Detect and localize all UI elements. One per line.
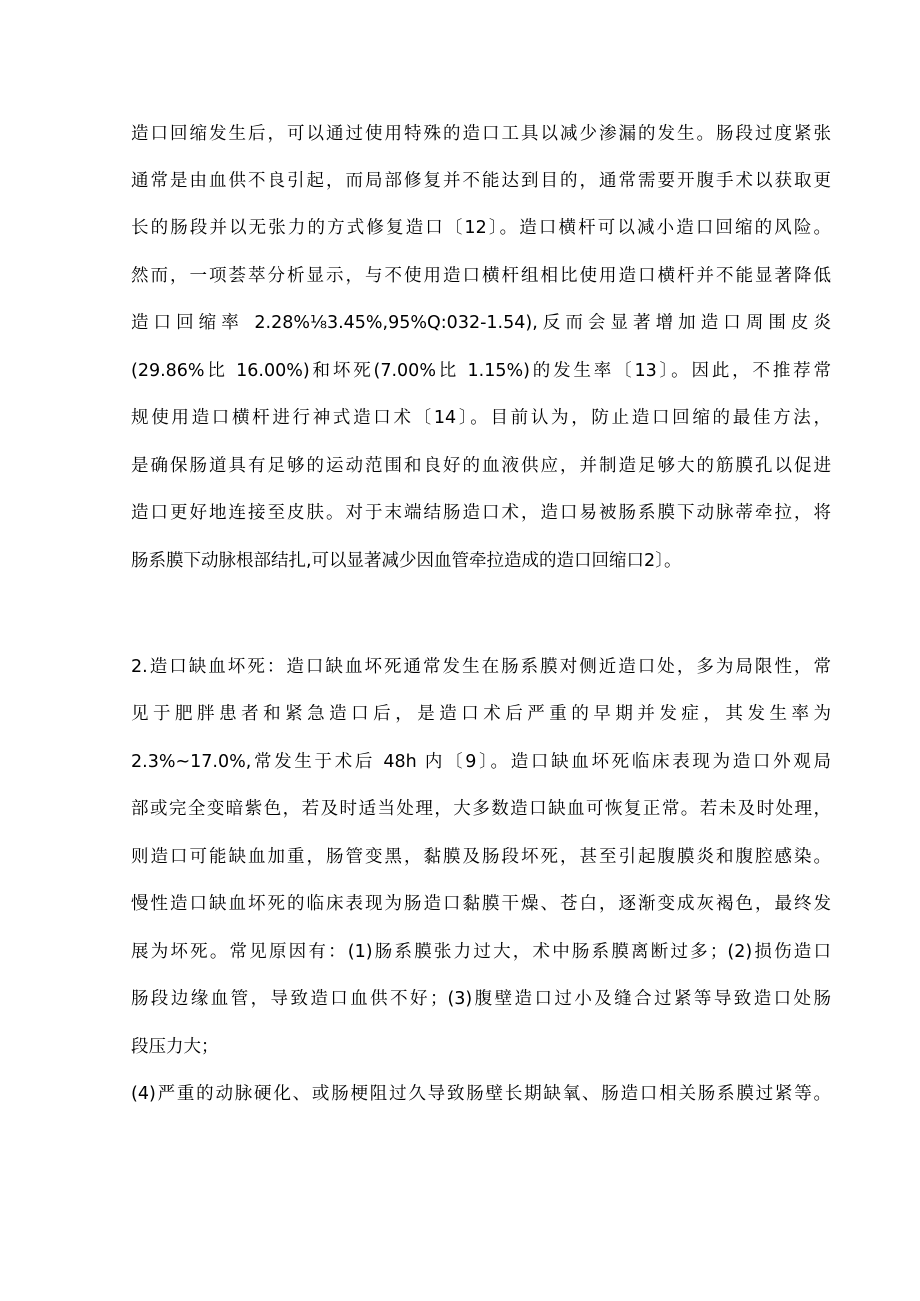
text-line: 2.3%~17.0%,常发生于术后 48h 内〔9〕。造口缺血坏死临床表现为造口外观局 [131, 752, 831, 772]
text-line: 则造口可能缺血加重，肠管变黑，黏膜及肠段坏死，甚至引起腹膜炎和腹腔感染。 [131, 847, 831, 867]
text-line: 造口更好地连接至皮肤。对于末端结肠造口术，造口易被肠系膜下动脉蒂牵拉，将 [131, 503, 831, 523]
text-line: 肠段边缘血管，导致造口血供不好；(3)腹壁造口过小及缝合过紧等导致造口处肠 [131, 989, 831, 1009]
text-line: 段压力大； [131, 1037, 219, 1057]
text-line: 肠系膜下动脉根部结扎,可以显著减少因血管牵拉造成的造口回缩口2〕。 [131, 551, 682, 571]
text-line: 慢性造口缺血坏死的临床表现为肠造口黏膜干燥、苍白，逐渐变成灰褐色，最终发 [131, 894, 831, 914]
text-line: (29.86%比 16.00%)和坏死(7.00%比 1.15%)的发生率〔13〕。因此，不推荐常 [131, 361, 831, 381]
text-line: 通常是由血供不良引起，而局部修复并不能达到目的，通常需要开腹手术以获取更 [131, 171, 831, 191]
text-line: 长的肠段并以无张力的方式修复造口〔12〕。造口横杆可以减小造口回缩的风险。 [131, 218, 831, 238]
text-line: 2.造口缺血坏死：造口缺血坏死通常发生在肠系膜对侧近造口处，多为局限性，常 [131, 657, 831, 677]
text-line: 是确保肠道具有足够的运动范围和良好的血液供应，并制造足够大的筋膜孔以促进 [131, 456, 831, 476]
text-line: 然而，一项荟萃分析显示，与不使用造口横杆组相比使用造口横杆并不能显著降低 [131, 266, 831, 286]
text-line: 造口回缩发生后，可以通过使用特殊的造口工具以减少渗漏的发生。肠段过度紧张 [131, 124, 831, 144]
text-line: 部或完全变暗紫色，若及时适当处理，大多数造口缺血可恢复正常。若未及时处理， [131, 799, 831, 819]
text-line: 展为坏死。常见原因有：(1)肠系膜张力过大，术中肠系膜离断过多；(2)损伤造口 [131, 942, 831, 962]
text-line: 造口回缩率 2.28%⅛3.45%,95%Q:032-1.54),反而会显著增加造口周围皮炎 [131, 313, 831, 333]
text-line: 见于肥胖患者和紧急造口后，是造口术后严重的早期并发症，其发生率为 [131, 704, 831, 724]
text-line: (4)严重的动脉硬化、或肠梗阻过久导致肠壁长期缺氧、肠造口相关肠系膜过紧等。 [131, 1084, 831, 1104]
text-line: 规使用造口横杆进行神式造口术〔14〕。目前认为，防止造口回缩的最佳方法， [131, 408, 831, 428]
